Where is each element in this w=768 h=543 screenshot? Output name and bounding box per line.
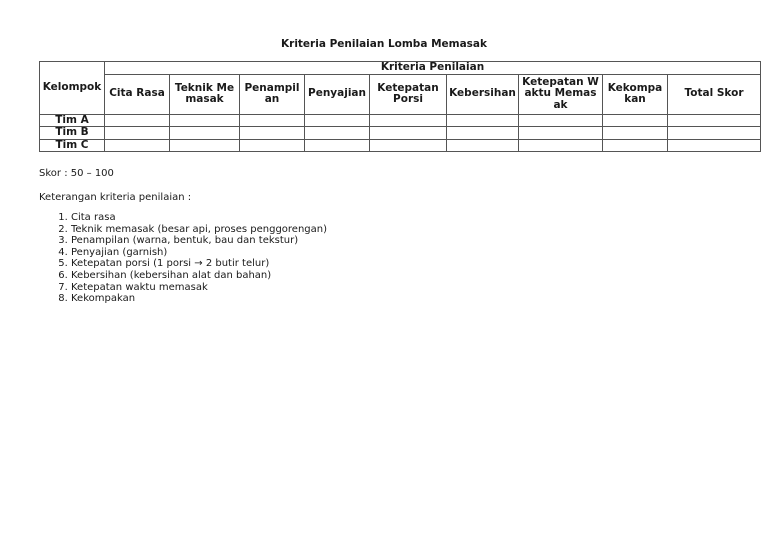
score-cell [519, 139, 603, 152]
list-item: 6. Kebersihan (kebersihan alat dan bahan) [71, 270, 327, 282]
group-header: Kelompok [40, 62, 105, 115]
score-cell [305, 139, 370, 152]
score-cell [370, 114, 447, 127]
score-cell [603, 127, 668, 140]
score-cell [370, 127, 447, 140]
row-label: Tim B [40, 127, 105, 140]
column-header: Total Skor [668, 74, 761, 114]
column-header: Ketepatan Waktu Memasak [519, 74, 603, 114]
column-header: Cita Rasa [105, 74, 170, 114]
table-header-row [40, 62, 761, 75]
criteria-header: Kriteria Penilaian [105, 62, 761, 75]
table-row [40, 127, 761, 140]
list-item: 7. Ketepatan waktu memasak [71, 282, 327, 294]
list-item: 8. Kekompakan [71, 293, 327, 305]
score-cell [519, 114, 603, 127]
score-cell [240, 139, 305, 152]
score-cell [447, 114, 519, 127]
score-cell [603, 114, 668, 127]
total-cell [668, 127, 761, 140]
scoring-table [39, 61, 761, 152]
score-cell [240, 114, 305, 127]
column-header: Kekompakan [603, 74, 668, 114]
list-item: 3. Penampilan (warna, bentuk, bau dan tekstur) [71, 235, 327, 247]
column-header: Teknik Memasak [170, 74, 240, 114]
score-cell [170, 114, 240, 127]
total-cell [668, 139, 761, 152]
score-cell [447, 139, 519, 152]
table-row [40, 114, 761, 127]
column-header: Ketepatan Porsi [370, 74, 447, 114]
score-cell [105, 127, 170, 140]
score-cell [370, 139, 447, 152]
column-header: Penampilan [240, 74, 305, 114]
score-cell [519, 127, 603, 140]
row-label: Tim C [40, 139, 105, 152]
row-label: Tim A [40, 114, 105, 127]
score-cell [305, 114, 370, 127]
criteria-note-title: Keterangan kriteria penilaian : [39, 192, 192, 203]
document-title: Kriteria Penilaian Lomba Memasak [281, 38, 487, 50]
list-item: 2. Teknik memasak (besar api, proses penggorengan) [71, 224, 327, 236]
table-row [40, 139, 761, 152]
score-cell [105, 114, 170, 127]
criteria-columns-row [40, 74, 761, 114]
list-item: 5. Ketepatan porsi (1 porsi → 2 butir telur) [71, 258, 327, 270]
score-cell [170, 127, 240, 140]
score-cell [105, 139, 170, 152]
score-cell [240, 127, 305, 140]
score-cell [447, 127, 519, 140]
column-header: Penyajian [305, 74, 370, 114]
total-cell [668, 114, 761, 127]
criteria-list [39, 212, 327, 305]
score-cell [170, 139, 240, 152]
score-cell [603, 139, 668, 152]
list-item: 1. Cita rasa [71, 212, 327, 224]
score-cell [305, 127, 370, 140]
column-header: Kebersihan [447, 74, 519, 114]
score-range: Skor : 50 – 100 [39, 168, 114, 179]
list-item: 4. Penyajian (garnish) [71, 247, 327, 259]
